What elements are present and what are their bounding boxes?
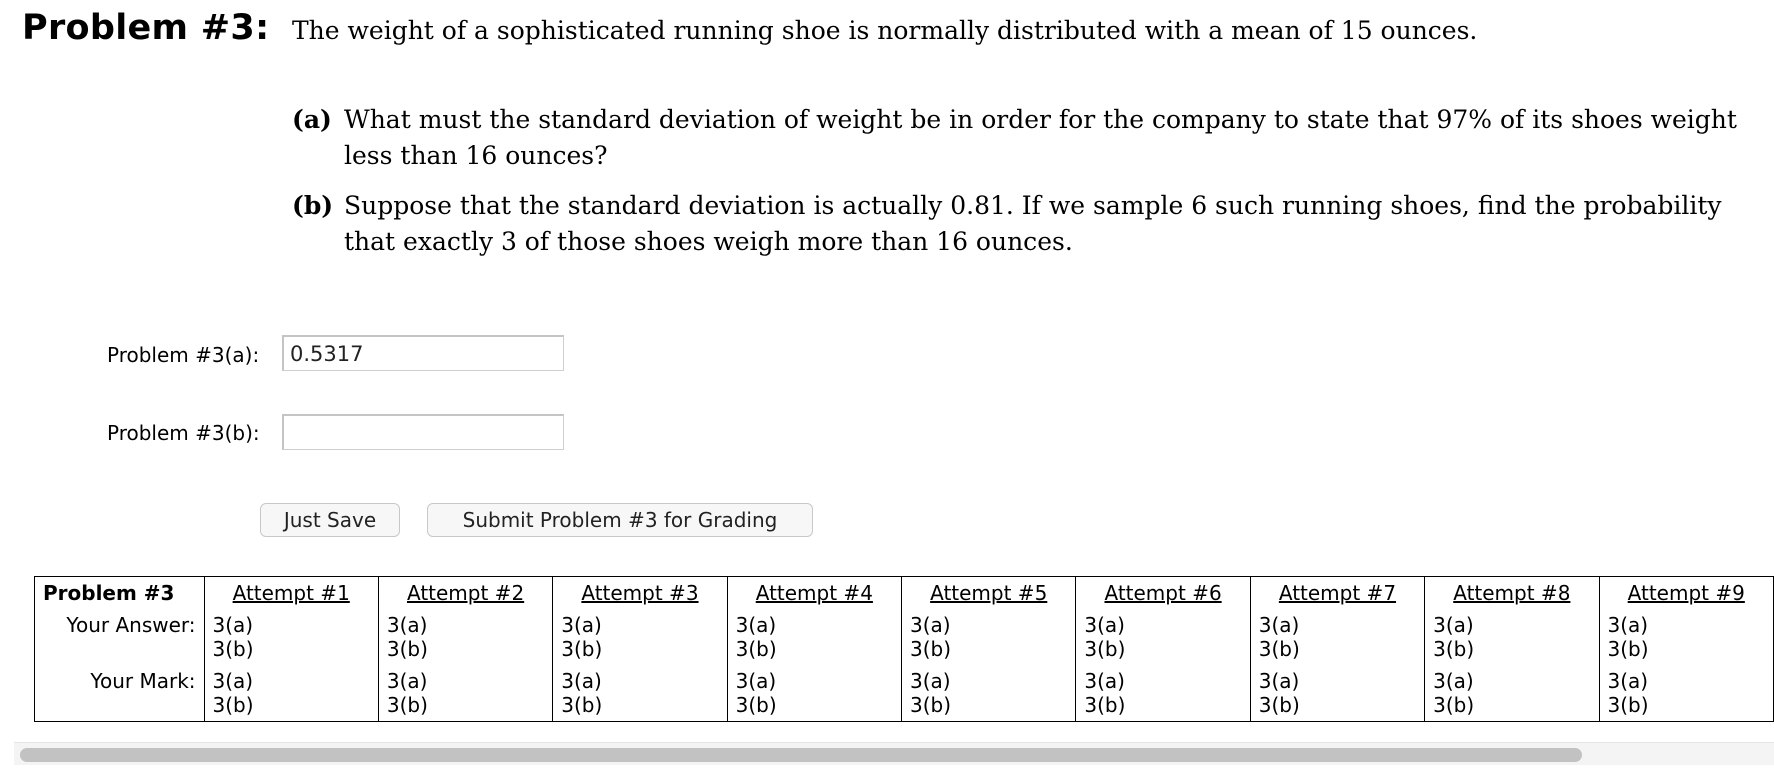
part-b-cell: 3(b) [386,637,428,661]
attempt-5-link[interactable]: Attempt #5 [902,577,1076,612]
part-a-cell: 3(a) [561,669,602,693]
part-b-text-line1: Suppose that the standard deviation is actually 0.81. If we sample 6 such running shoes, find the probability [344,191,1722,220]
part-b-cell: 3(b) [910,693,952,717]
part-a-cell: 3(a) [561,613,602,637]
part-a-cell: 3(a) [212,669,254,693]
your-answer-row [35,611,1774,663]
part-b [292,188,1762,260]
attempts-table-container [34,576,1774,736]
attempt-2-marks [378,663,552,722]
attempt-7-link[interactable]: Attempt #7 [1250,577,1424,612]
part-a-cell: 3(a) [386,613,428,637]
part-a-cell: 3(a) [386,669,428,693]
attempt-2-answers [378,611,552,663]
part-b-cell: 3(b) [1084,637,1126,661]
your-mark-label: Your Mark: [35,663,205,722]
part-b-cell: 3(b) [1258,693,1300,717]
attempt-2-link[interactable]: Attempt #2 [378,577,552,612]
attempt-3-answers [553,611,727,663]
attempt-4-marks [727,663,901,722]
part-a-label: (a) [292,105,332,134]
attempt-1-link[interactable]: Attempt #1 [204,577,378,612]
part-a-cell: 3(a) [735,669,777,693]
attempt-3-link[interactable]: Attempt #3 [553,577,727,612]
just-save-button[interactable]: Just Save [260,503,400,537]
part-b-cell: 3(b) [212,637,254,661]
attempts-table [34,576,1774,722]
part-a [292,102,1762,174]
part-b-cell: 3(b) [910,637,952,661]
attempts-table-header: Problem #3 [35,577,205,612]
your-mark-row [35,663,1774,722]
part-a-cell: 3(a) [1084,613,1125,637]
part-a-cell: 3(a) [1084,669,1125,693]
attempt-1-marks [204,663,378,722]
part-a-cell: 3(a) [910,669,951,693]
part-b-text-line2: that exactly 3 of those shoes weigh more than 16 ounces. [344,227,1073,256]
part-a-text-line2: less than 16 ounces? [344,141,608,170]
attempt-6-answers [1076,611,1250,663]
part-b-cell: 3(b) [1433,637,1475,661]
part-b-label: (b) [292,191,334,220]
part-a-cell: 3(a) [212,613,254,637]
answer-a-label: Problem #3(a): [107,343,260,367]
part-a-cell: 3(a) [1258,669,1300,693]
attempt-1-answers [204,611,378,663]
attempt-9-marks [1599,663,1773,722]
part-b-cell: 3(b) [386,693,428,717]
attempt-5-answers [902,611,1076,663]
attempt-8-link[interactable]: Attempt #8 [1425,577,1599,612]
part-b-cell: 3(b) [735,693,777,717]
attempt-7-answers [1250,611,1424,663]
part-b-cell: 3(b) [212,693,254,717]
attempt-6-link[interactable]: Attempt #6 [1076,577,1250,612]
answer-b-label: Problem #3(b): [107,421,260,445]
answer-b-input[interactable] [282,414,564,450]
part-a-cell: 3(a) [1433,669,1474,693]
scrollbar-thumb[interactable] [20,748,1582,762]
attempt-9-answers [1599,611,1773,663]
horizontal-scrollbar[interactable] [14,742,1774,765]
part-a-cell: 3(a) [1607,669,1649,693]
attempt-4-answers [727,611,901,663]
part-b-cell: 3(b) [561,637,603,661]
attempts-header-row [35,577,1774,612]
part-a-cell: 3(a) [910,613,951,637]
part-b-cell: 3(b) [1258,637,1300,661]
part-b-cell: 3(b) [1607,693,1649,717]
problem-title: Problem #3: [22,8,270,48]
part-a-cell: 3(a) [1433,613,1474,637]
attempt-7-marks [1250,663,1424,722]
problem-statement: The weight of a sophisticated running shoe is normally distributed with a mean of 15 ounces. [292,16,1478,45]
your-answer-label: Your Answer: [35,611,205,663]
attempt-6-marks [1076,663,1250,722]
attempt-5-marks [902,663,1076,722]
attempt-9-link[interactable]: Attempt #9 [1599,577,1773,612]
attempt-4-link[interactable]: Attempt #4 [727,577,901,612]
part-a-text-line1: What must the standard deviation of weight be in order for the company to state that 97% of its shoes weight [344,105,1737,134]
submit-for-grading-button[interactable]: Submit Problem #3 for Grading [427,503,813,537]
part-b-cell: 3(b) [1433,693,1475,717]
part-b-cell: 3(b) [1084,693,1126,717]
answer-a-input[interactable] [282,335,564,371]
part-a-cell: 3(a) [1258,613,1300,637]
part-a-cell: 3(a) [1607,613,1649,637]
part-b-cell: 3(b) [1607,637,1649,661]
part-a-cell: 3(a) [735,613,777,637]
attempt-3-marks [553,663,727,722]
attempt-8-answers [1425,611,1599,663]
part-b-cell: 3(b) [561,693,603,717]
attempt-8-marks [1425,663,1599,722]
part-b-cell: 3(b) [735,637,777,661]
